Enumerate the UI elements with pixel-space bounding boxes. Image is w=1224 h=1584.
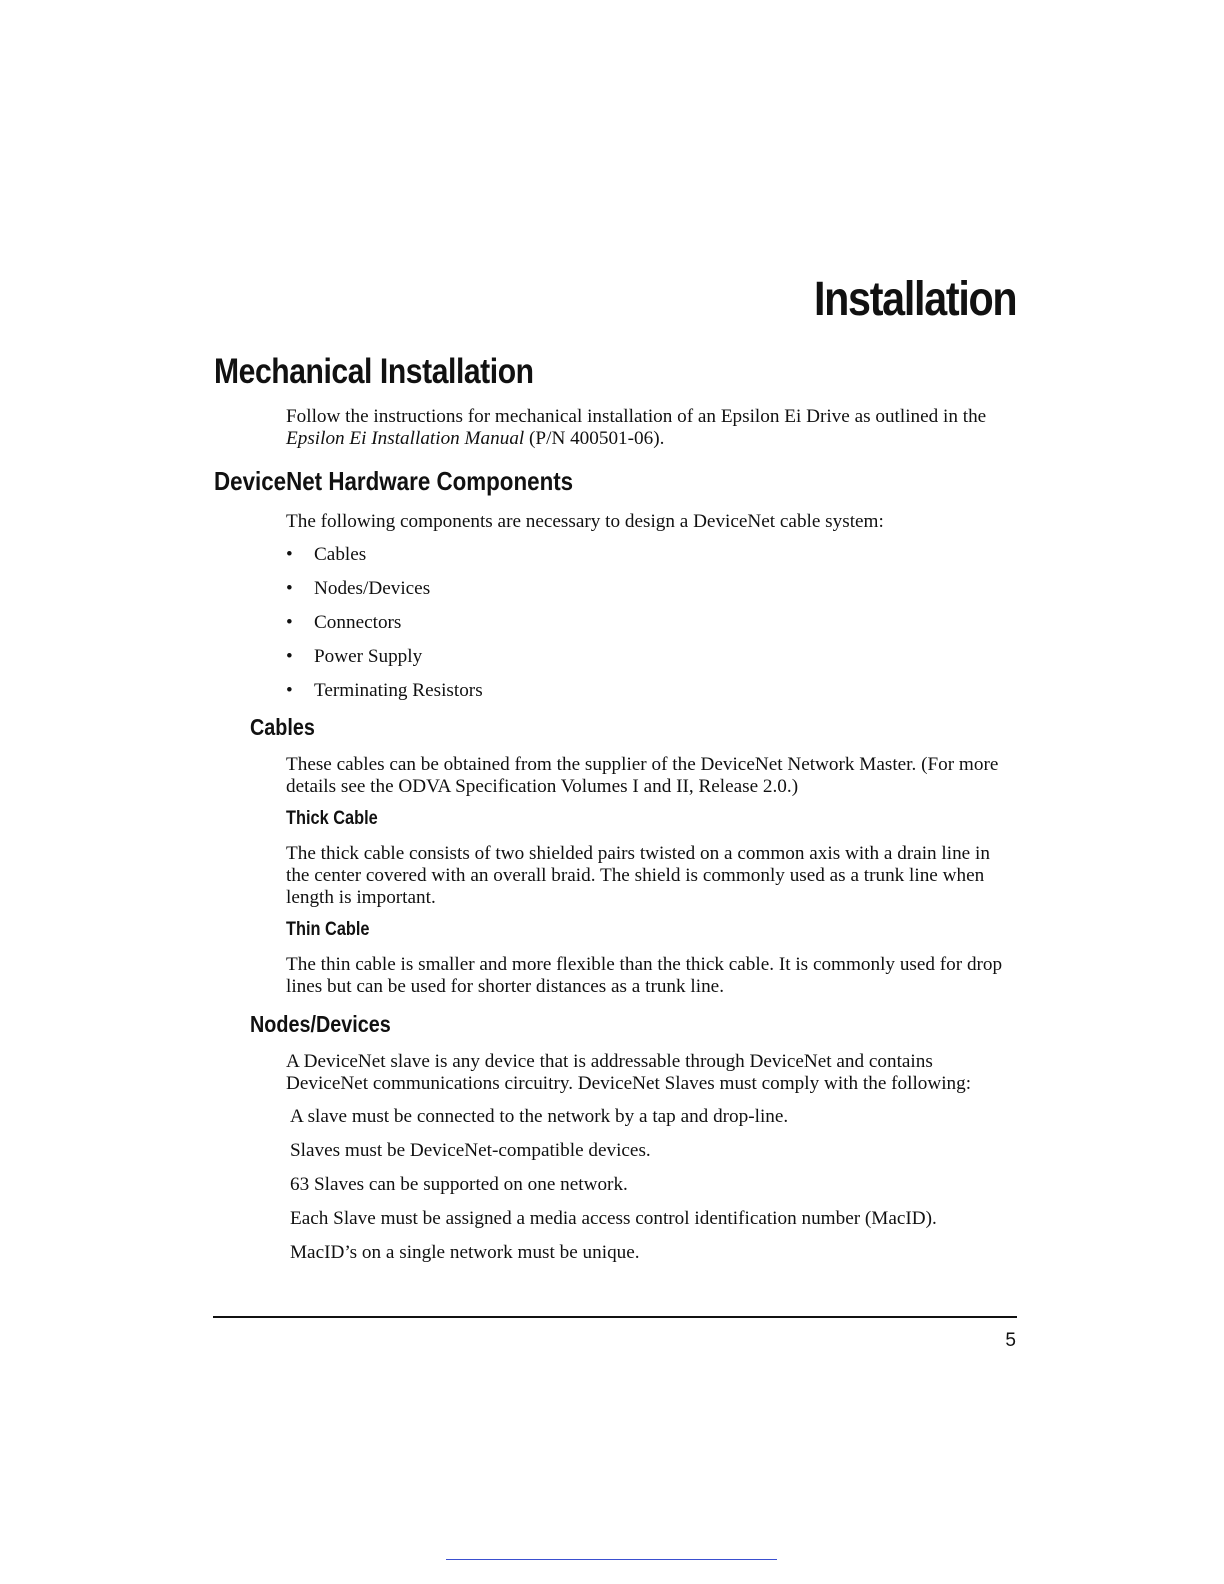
page-number: 5 xyxy=(1005,1330,1016,1351)
thin-cable-heading: Thin Cable xyxy=(286,919,370,940)
bottom-link-underline xyxy=(446,1559,777,1560)
list-item: MacID’s on a single network must be unique. xyxy=(290,1242,640,1263)
mechanical-installation-text xyxy=(286,406,1016,450)
mechanical-installation-heading: Mechanical Installation xyxy=(214,352,534,391)
bullet-icon: • xyxy=(286,646,293,667)
thick-cable-heading: Thick Cable xyxy=(286,808,378,829)
slave-rules-list xyxy=(290,1106,937,1276)
list-item: • Nodes/Devices xyxy=(286,578,431,599)
bullet-icon: • xyxy=(286,680,293,701)
chapter-title: Installation xyxy=(813,273,1016,326)
list-item: Each Slave must be assigned a media access control identification number (MacID). xyxy=(290,1208,937,1229)
list-item: 63 Slaves can be supported on one network. xyxy=(290,1174,628,1195)
list-item: • Cables xyxy=(286,544,367,565)
components-list xyxy=(286,544,483,714)
mechanical-text-after: (P/N 400501-06). xyxy=(524,428,665,449)
list-item: A slave must be connected to the network by a tap and drop-line. xyxy=(290,1106,789,1127)
cables-text: These cables can be obtained from the supplier of the DeviceNet Network Master. (For more details see the ODVA Specification Volumes I and II, Release 2.0.) xyxy=(286,754,999,797)
list-item: • Connectors xyxy=(286,612,402,633)
list-item: • Power Supply xyxy=(286,646,423,667)
footer-divider xyxy=(213,1316,1017,1318)
thin-cable-text: The thin cable is smaller and more flexible than the thick cable. It is commonly used for drop lines but can be used for shorter distances as a trunk line. xyxy=(286,954,1003,997)
hardware-components-intro: The following components are necessary to design a DeviceNet cable system: xyxy=(286,511,884,532)
cables-heading: Cables xyxy=(250,714,315,740)
nodes-devices-text: A DeviceNet slave is any device that is addressable through DeviceNet and contains DeviceNet communications circuitry. DeviceNet Slaves must comply with the following: xyxy=(286,1051,972,1094)
nodes-devices-heading: Nodes/Devices xyxy=(250,1011,391,1037)
bullet-icon: • xyxy=(286,578,293,599)
mechanical-text-before: Follow the instructions for mechanical installation of an Epsilon Ei Drive as outlined in the xyxy=(286,406,987,427)
manual-title: Epsilon Ei Installation Manual xyxy=(286,428,525,449)
thick-cable-text: The thick cable consists of two shielded pairs twisted on a common axis with a drain line in the center covered with an overall braid. The shield is commonly used as a trunk line when length is important. xyxy=(286,843,990,908)
hardware-components-heading: DeviceNet Hardware Components xyxy=(214,466,574,496)
bullet-icon: • xyxy=(286,612,293,633)
bullet-icon: • xyxy=(286,544,293,565)
list-item: Slaves must be DeviceNet-compatible devices. xyxy=(290,1140,651,1161)
list-item: • Terminating Resistors xyxy=(286,680,483,701)
